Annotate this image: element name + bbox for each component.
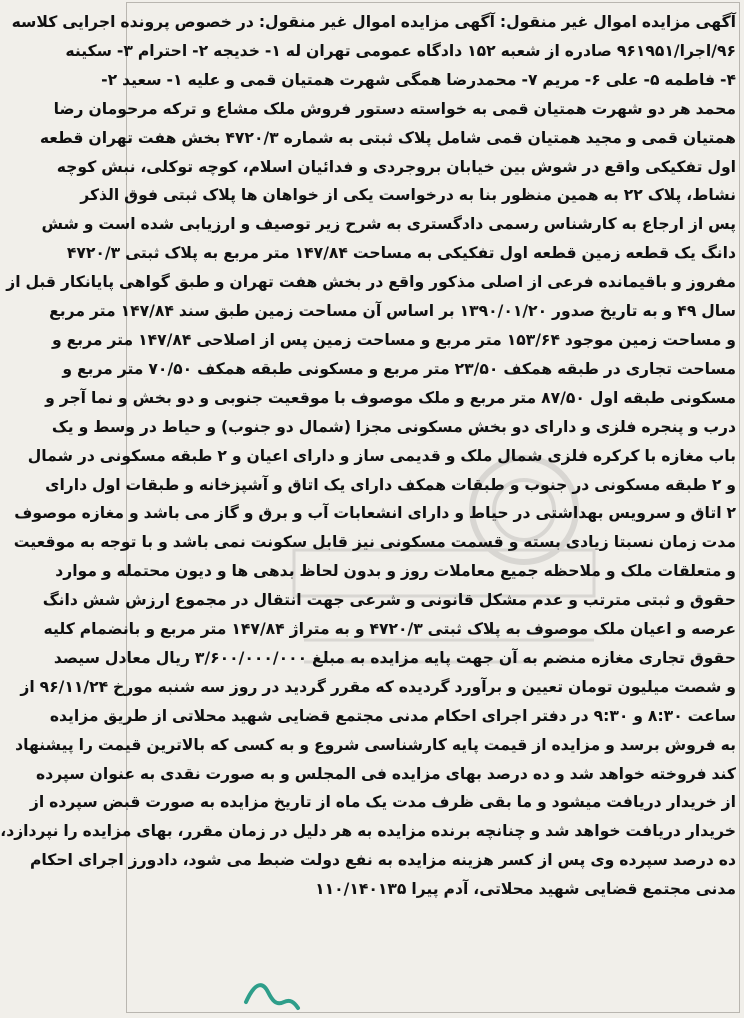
notice-line: ده درصد سپرده وی پس از کسر هزینه مزایده به نفع دولت ضبط می شود، دادورز اجرای احکام: [29, 851, 736, 870]
notice-line: دانگ یک قطعه زمین قطعه اول تفکیکی به مساحت ۱۴۷/۸۴ متر مربع به پلاک ثبتی ۴۷۲۰/۳: [66, 244, 736, 263]
notice-line: حقوق تجاری مغازه منضم به آن جهت پایه مزایده به مبلغ ۳/۶۰۰/۰۰۰/۰۰۰ ریال معادل سیصد: [53, 648, 736, 667]
notice-line: سال ۴۹ و به تاریخ صدور ۱۳۹۰/۰۱/۲۰ بر اساس آن مساحت زمین طبق سند ۱۴۷/۸۴ متر مربع: [49, 302, 736, 321]
notice-line: مساحت تجاری در طبقه همکف ۲۳/۵۰ متر مربع و مسکونی طبقه همکف ۷۰/۵۰ متر مربع و: [62, 359, 736, 378]
auction-notice: [0, 8, 736, 904]
notice-line: و شصت میلیون تومان تعیین و برآورد گردیده که مقرر گردید در روز سه شنبه مورخ ۹۶/۱۱/۲۴ از: [20, 677, 736, 696]
notice-line: باب مغازه با کرکره فلزی شمال ملک و قدیمی ساز و دارای اعیان و ۲ طبقه مسکونی در شمال: [27, 446, 736, 465]
notice-line: ۲ اتاق و سرویس بهداشتی در حیاط و دارای انشعابات آب و برق و گاز می باشد و مغازه موصوف: [14, 504, 736, 523]
notice-line: ساعت ۸:۳۰ و ۹:۳۰ در دفتر اجرای احکام مدنی مجتمع قضایی شهید محلاتی از طریق مزایده: [49, 706, 736, 725]
notice-line: کند فروخته خواهد شد و ده درصد بهای مزایده فی المجلس و به صورت نقدی به عنوان سپرده: [36, 764, 736, 783]
notice-line: و مساحت زمین موجود ۱۵۳/۶۴ متر مربع و مساحت زمین پس از اصلاحی ۱۴۷/۸۴ متر مربع و: [52, 330, 736, 349]
notice-line: همتیان قمی و مجید همتیان قمی شامل پلاک ثبتی به شماره ۴۷۲۰/۳ بخش هفت تهران قطعه: [39, 128, 736, 147]
notice-line: از خریدار دریافت میشود و ما بقی ظرف مدت یک ماه از تاریخ مزایده به صورت قبض سپرده از: [29, 793, 736, 812]
handwritten-two-icon: [242, 972, 300, 1014]
notice-line: و متعلقات ملک و ملاحظه جمیع معاملات روز و بدون لحاظ بدهی ها و دیون محتمله و موارد: [55, 562, 736, 581]
notice-line: مدت زمان نسبتا زیادی بسته و قسمت مسکونی نیز قابل سکونت نمی باشد و با توجه به موقعیت: [13, 533, 736, 552]
notice-line: ۹۶/اجرا/۹۶۱۹۵۱ صادره از شعبه ۱۵۲ دادگاه عمومی تهران له ۱- خدیجه ۲- احترام ۳- سکینه: [65, 41, 736, 60]
notice-line: به فروش برسد و مزایده از قیمت پایه کارشناسی شروع و به کسی که بالاترین قیمت را پیشنهاد: [15, 735, 736, 754]
notice-line: محمد هر دو شهرت همتیان قمی به خواسته دستور فروش ملک مشاع و ترکه مرحومان رضا: [53, 99, 736, 118]
notice-line: خریدار دریافت خواهد شد و چنانچه برنده مزایده به هر دلیل در زمان مقرر، بهای مزایده را نپردازد،: [0, 822, 736, 841]
notice-line: درب و پنجره فلزی و دارای دو بخش مسکونی مجزا (شمال دو جنوب) و حیاط در وسط و یک: [51, 417, 736, 436]
notice-line: مفروز و باقیمانده فرعی از اصلی مذکور واقع در بخش هفت تهران و طبق گواهی پایانکار قبل از: [6, 273, 736, 292]
notice-line: حقوق و ثبتی مترتب و عدم مشکل قانونی و شرعی جهت انتقال در مجموع ارزش شش دانگ: [42, 591, 736, 610]
notice-line: ۴- فاطمه ۵- علی ۶- مریم ۷- محمدرضا همگی شهرت همتیان قمی و علیه ۱- سعید ۲-: [101, 70, 736, 89]
handwritten-mark: [242, 972, 300, 1014]
notice-line: عرصه و اعیان ملک موصوف به پلاک ثبتی ۴۷۲۰/۳ و به متراژ ۱۴۷/۸۴ متر مربع و بانضمام کلیه: [43, 620, 736, 639]
notice-line: آگهی مزایده اموال غیر منقول: آگهی مزایده اموال غیر منقول: در خصوص پرونده اجرایی کلاسه: [11, 13, 736, 31]
notice-line: اول تفکیکی واقع در شوش بین خیابان بروجردی و فدائیان اسلام، کوچه توکلی، نبش کوچه: [56, 157, 736, 176]
notice-line: مدنی مجتمع قضایی شهید محلاتی، آدم پیرا ۱۱۰/۱۴۰۱۳۵: [315, 880, 736, 899]
notice-line: پس از ارجاع به کارشناس رسمی دادگستری به شرح زیر توصیف و ارزیابی شده است و شش: [41, 215, 736, 234]
notice-line: مسکونی طبقه اول ۸۷/۵۰ متر مربع و ملک موصوف با موقعیت جنوبی و دو بخش و نما آجر و: [45, 388, 736, 407]
notice-line: نشاط، پلاک ۲۲ به همین منظور بنا به درخواست یکی از خواهان ها پلاک ثبتی فوق الذکر: [80, 186, 736, 205]
notice-line: و ۲ طبقه مسکونی در جنوب و طبقات همکف دارای یک اتاق و آشپزخانه و طبقات اول دارای: [45, 475, 736, 494]
